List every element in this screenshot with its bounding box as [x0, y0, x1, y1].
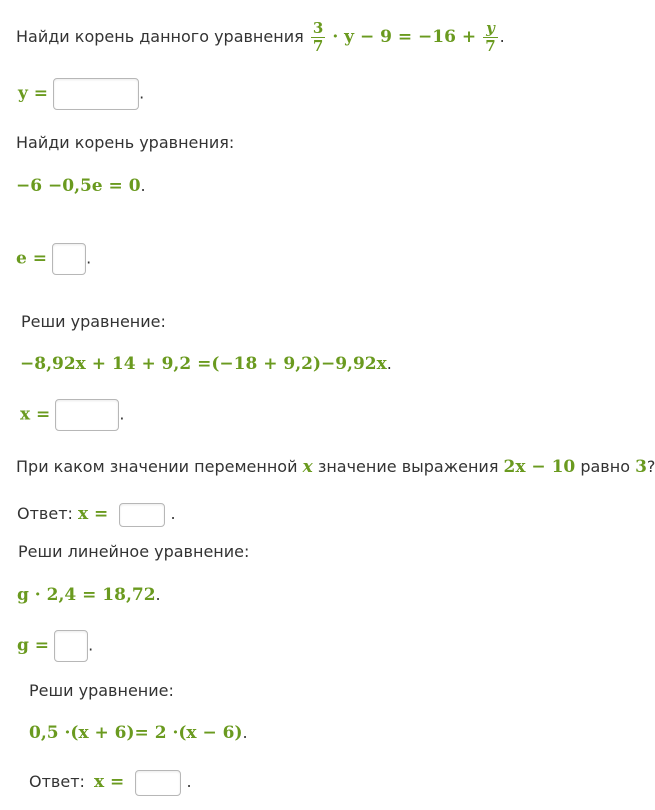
problem-5-equation: g · 2,4 = 18,72	[17, 585, 156, 605]
problem-1-prompt: Найди корень данного уравнения	[16, 27, 304, 46]
problem-5-prompt: Реши линейное уравнение:	[18, 542, 250, 561]
period: .	[86, 248, 92, 268]
problem-4-answer-prefix: Ответ:	[17, 504, 73, 523]
problem-5-answer-input[interactable]	[54, 630, 88, 662]
problem-4-value: 3	[635, 457, 647, 477]
period: .	[242, 723, 248, 742]
fraction-3-over-7	[311, 20, 325, 55]
period: .	[88, 635, 94, 655]
problem-5-answer-row	[17, 630, 93, 662]
problem-1-question	[16, 20, 505, 55]
problem-4-question	[16, 455, 655, 479]
problem-4-prompt-middle: значение выражения	[317, 457, 499, 476]
problem-2-prompt: Найди корень уравнения:	[16, 133, 235, 152]
problem-4-prompt-word: равно	[580, 457, 630, 476]
problem-3-answer-input[interactable]	[55, 399, 119, 431]
problem-6-answer-input[interactable]	[135, 770, 181, 796]
problem-1-equation-middle: · y − 9 = −16 +	[332, 27, 477, 47]
problem-6-answer-label: x =	[94, 772, 125, 792]
problem-2-answer-row	[16, 243, 91, 275]
problem-5-answer-label: g =	[17, 635, 50, 656]
problem-6-answer-prefix: Ответ:	[29, 772, 85, 791]
period: .	[119, 404, 125, 424]
problem-4-answer-label: x =	[78, 504, 109, 524]
problem-3-equation-row	[20, 352, 392, 376]
problem-3-answer-label: x =	[20, 404, 51, 425]
problem-2-answer-input[interactable]	[52, 243, 86, 275]
problem-4-answer-row	[17, 501, 176, 527]
problem-4-expression: 2x − 10	[503, 457, 576, 477]
period: .	[170, 504, 176, 523]
fraction-y-over-7	[483, 20, 497, 55]
fraction-denominator: 7	[312, 37, 324, 55]
problem-1-answer-input[interactable]	[53, 78, 139, 110]
problem-6-equation-row	[29, 721, 248, 745]
problem-3-answer-row	[20, 399, 125, 431]
problem-6-prompt: Реши уравнение:	[29, 681, 174, 700]
period: .	[155, 585, 161, 604]
problem-2-equation: −6 −0,5e = 0	[16, 176, 141, 196]
problem-5-equation-row	[17, 583, 161, 607]
problem-4-prompt-start: При каком значении переменной	[16, 457, 298, 476]
period: .	[186, 772, 192, 791]
period: .	[386, 354, 392, 373]
period: .	[140, 176, 146, 195]
problem-2-answer-label: e =	[16, 248, 47, 269]
problem-6-answer-row	[29, 768, 192, 796]
problem-1-answer-row	[18, 78, 144, 110]
question-mark: ?	[646, 457, 655, 476]
problem-3-equation: −8,92x + 14 + 9,2 =(−18 + 9,2)−9,92x	[20, 354, 387, 374]
fraction-numerator: 3	[312, 19, 324, 37]
problem-3-prompt: Реши уравнение:	[21, 312, 166, 331]
problem-1-answer-label: y =	[18, 83, 49, 104]
problem-4-answer-input[interactable]	[119, 503, 165, 527]
problem-6-equation: 0,5 ·(x + 6)= 2 ·(x − 6)	[29, 723, 243, 743]
fraction-numerator: y	[483, 20, 497, 38]
fraction-denominator: 7	[485, 37, 496, 55]
problem-4-variable: x	[302, 457, 313, 477]
problem-2-equation-row	[16, 174, 146, 198]
period: .	[139, 83, 145, 103]
period: .	[499, 27, 505, 46]
